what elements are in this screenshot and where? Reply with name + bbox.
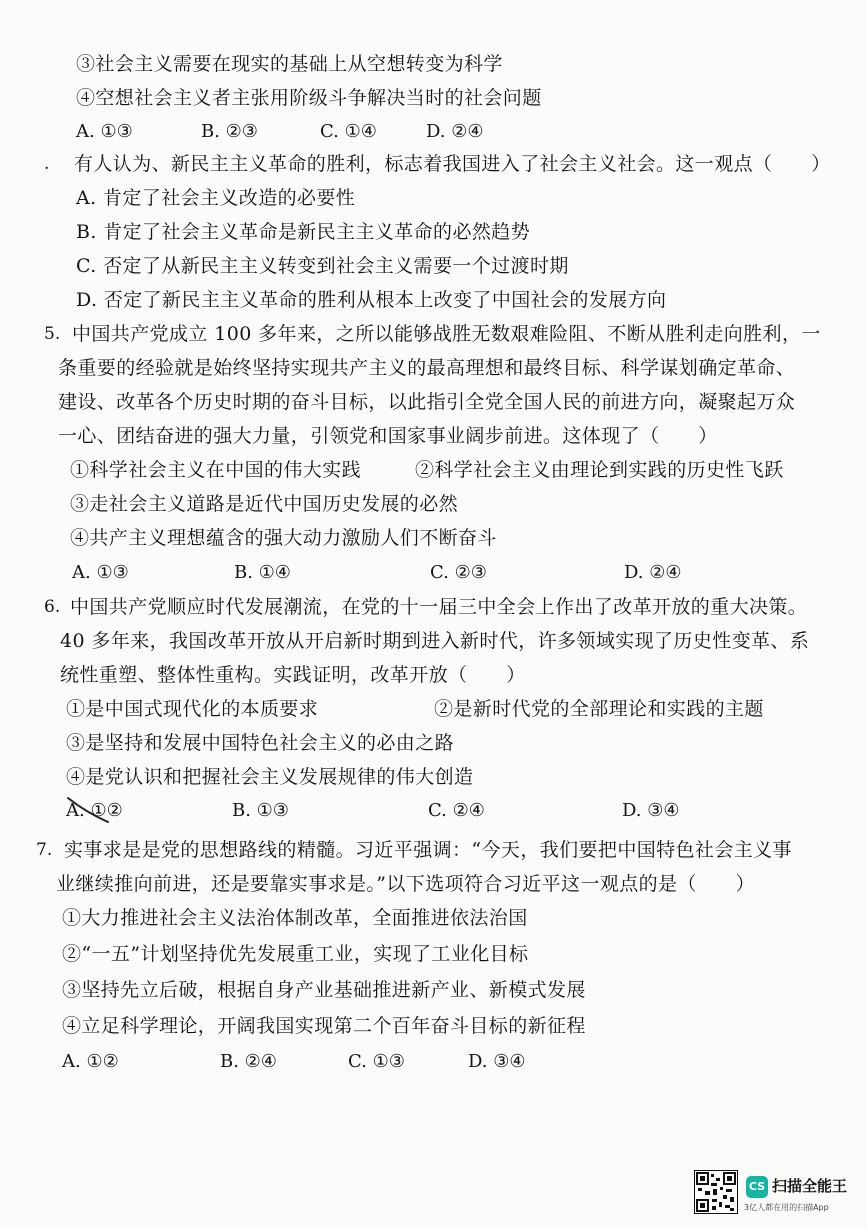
q6-stem-line: 中国共产党顺应时代发展潮流，在党的十一届三中全会上作出了改革开放的重大决策。 <box>70 596 808 618</box>
q5-stem-line: 中国共产党成立 100 多年来，之所以能够战胜无数艰难险阻、不断从胜利走向胜利，一 <box>72 323 821 345</box>
q6-item-2: ②是新时代党的全部理论和实践的主题 <box>434 698 764 720</box>
q6-item-4: ④是党认识和把握社会主义发展规律的伟大创造 <box>66 766 474 788</box>
q6-choice-d[interactable]: D. ③④ <box>622 800 680 821</box>
q4-option-a[interactable]: A. 肯定了社会主义改造的必要性 <box>76 187 356 209</box>
q7-stem-line: 实事求是是党的思想路线的精髓。习近平强调：“今天，我们要把中国特色社会主义事 <box>64 839 792 861</box>
q4-number: . <box>44 154 50 174</box>
q5-stem-line: 建设、改革各个历史时期的奋斗目标，以此指引全党全国人民的前进方向，凝聚起万众 <box>58 391 796 413</box>
q3-option-4: ④空想社会主义者主张用阶级斗争解决当时的社会问题 <box>76 87 542 109</box>
q5-choice-c[interactable]: C. ②③ <box>430 562 487 583</box>
q3-choices <box>76 120 576 144</box>
q3-option-3: ③社会主义需要在现实的基础上从空想转变为科学 <box>76 53 503 75</box>
q3-choice-a[interactable]: A. ①③ <box>76 121 133 142</box>
q7-choice-d[interactable]: D. ③④ <box>468 1051 526 1072</box>
q6-choice-a[interactable]: A. ①② <box>66 800 123 821</box>
q7-item-3: ③坚持先立后破，根据自身产业基础推进新产业、新模式发展 <box>62 979 586 1001</box>
q5-choices <box>72 561 792 585</box>
pen-stroke-mark <box>64 792 116 826</box>
q7-stem-line: 业继续推向前进，还是要靠实事求是。”以下选项符合习近平这一观点的是（ ） <box>56 873 756 895</box>
q5-item-2: ②科学社会主义由理论到实践的历史性飞跃 <box>415 459 784 481</box>
q7-choices <box>62 1050 582 1074</box>
q4-option-d[interactable]: D. 否定了新民主主义革命的胜利从根本上改变了中国社会的发展方向 <box>76 289 667 311</box>
q6-choices <box>66 799 786 823</box>
app-name: 扫描全能王 <box>772 1177 848 1195</box>
scanner-watermark <box>690 1168 860 1220</box>
q5-item-3: ③走社会主义道路是近代中国历史发展的必然 <box>70 493 459 515</box>
q6-choice-c[interactable]: C. ②④ <box>428 800 485 821</box>
q7-choice-a[interactable]: A. ①② <box>62 1051 119 1072</box>
q4-stem: 有人认为、新民主主义革命的胜利，标志着我国进入了社会主义社会。这一观点（ ） <box>74 153 831 175</box>
q5-stem-line: 条重要的经验就是始终坚持实现共产主义的最高理想和最终目标、科学谋划确定革命、 <box>58 357 796 379</box>
q7-number: 7. <box>36 840 53 860</box>
q5-item-1: ①科学社会主义在中国的伟大实践 <box>70 459 362 481</box>
q6-choice-b[interactable]: B. ①③ <box>232 800 289 821</box>
q6-stem-line: 40 多年来，我国改革开放从开启新时期到进入新时代，许多领域实现了历史性变革、系 <box>60 630 810 652</box>
q7-choice-b[interactable]: B. ②④ <box>220 1051 277 1072</box>
q6-item-1: ①是中国式现代化的本质要求 <box>66 698 319 720</box>
q7-item-4: ④立足科学理论，开阔我国实现第二个百年奋斗目标的新征程 <box>62 1015 586 1037</box>
q3-choice-d[interactable]: D. ②④ <box>426 121 484 142</box>
q5-choice-b[interactable]: B. ①④ <box>234 562 291 583</box>
q6-item-3: ③是坚持和发展中国特色社会主义的必由之路 <box>66 732 455 754</box>
q7-choice-c[interactable]: C. ①③ <box>348 1051 405 1072</box>
app-tagline: 3亿人都在用的扫描App <box>744 1203 829 1212</box>
q5-choice-a[interactable]: A. ①③ <box>72 562 129 583</box>
q3-choice-b[interactable]: B. ②③ <box>201 121 258 142</box>
q3-choice-c[interactable]: C. ①④ <box>320 121 377 142</box>
qr-code-icon <box>694 1170 738 1214</box>
q7-item-1: ①大力推进社会主义法治体制改革，全面推进依法治国 <box>62 907 528 929</box>
q7-item-2: ②“一五”计划坚持优先发展重工业，实现了工业化目标 <box>62 943 529 965</box>
q5-item-4: ④共产主义理想蕴含的强大动力激励人们不断奋斗 <box>70 527 497 549</box>
camscanner-logo: CS <box>746 1176 768 1198</box>
q5-stem-line: 一心、团结奋进的强大力量，引领党和国家事业阔步前进。这体现了（ ） <box>58 425 718 447</box>
q5-choice-d[interactable]: D. ②④ <box>624 562 682 583</box>
q4-option-b[interactable]: B. 肯定了社会主义革命是新民主主义革命的必然趋势 <box>76 221 531 243</box>
q4-option-c[interactable]: C. 否定了从新民主主义转变到社会主义需要一个过渡时期 <box>76 255 569 277</box>
q5-number: 5. <box>44 324 61 344</box>
q6-number: 6. <box>44 597 61 617</box>
q6-stem-line: 统性重塑、整体性重构。实践证明，改革开放（ ） <box>60 664 526 686</box>
